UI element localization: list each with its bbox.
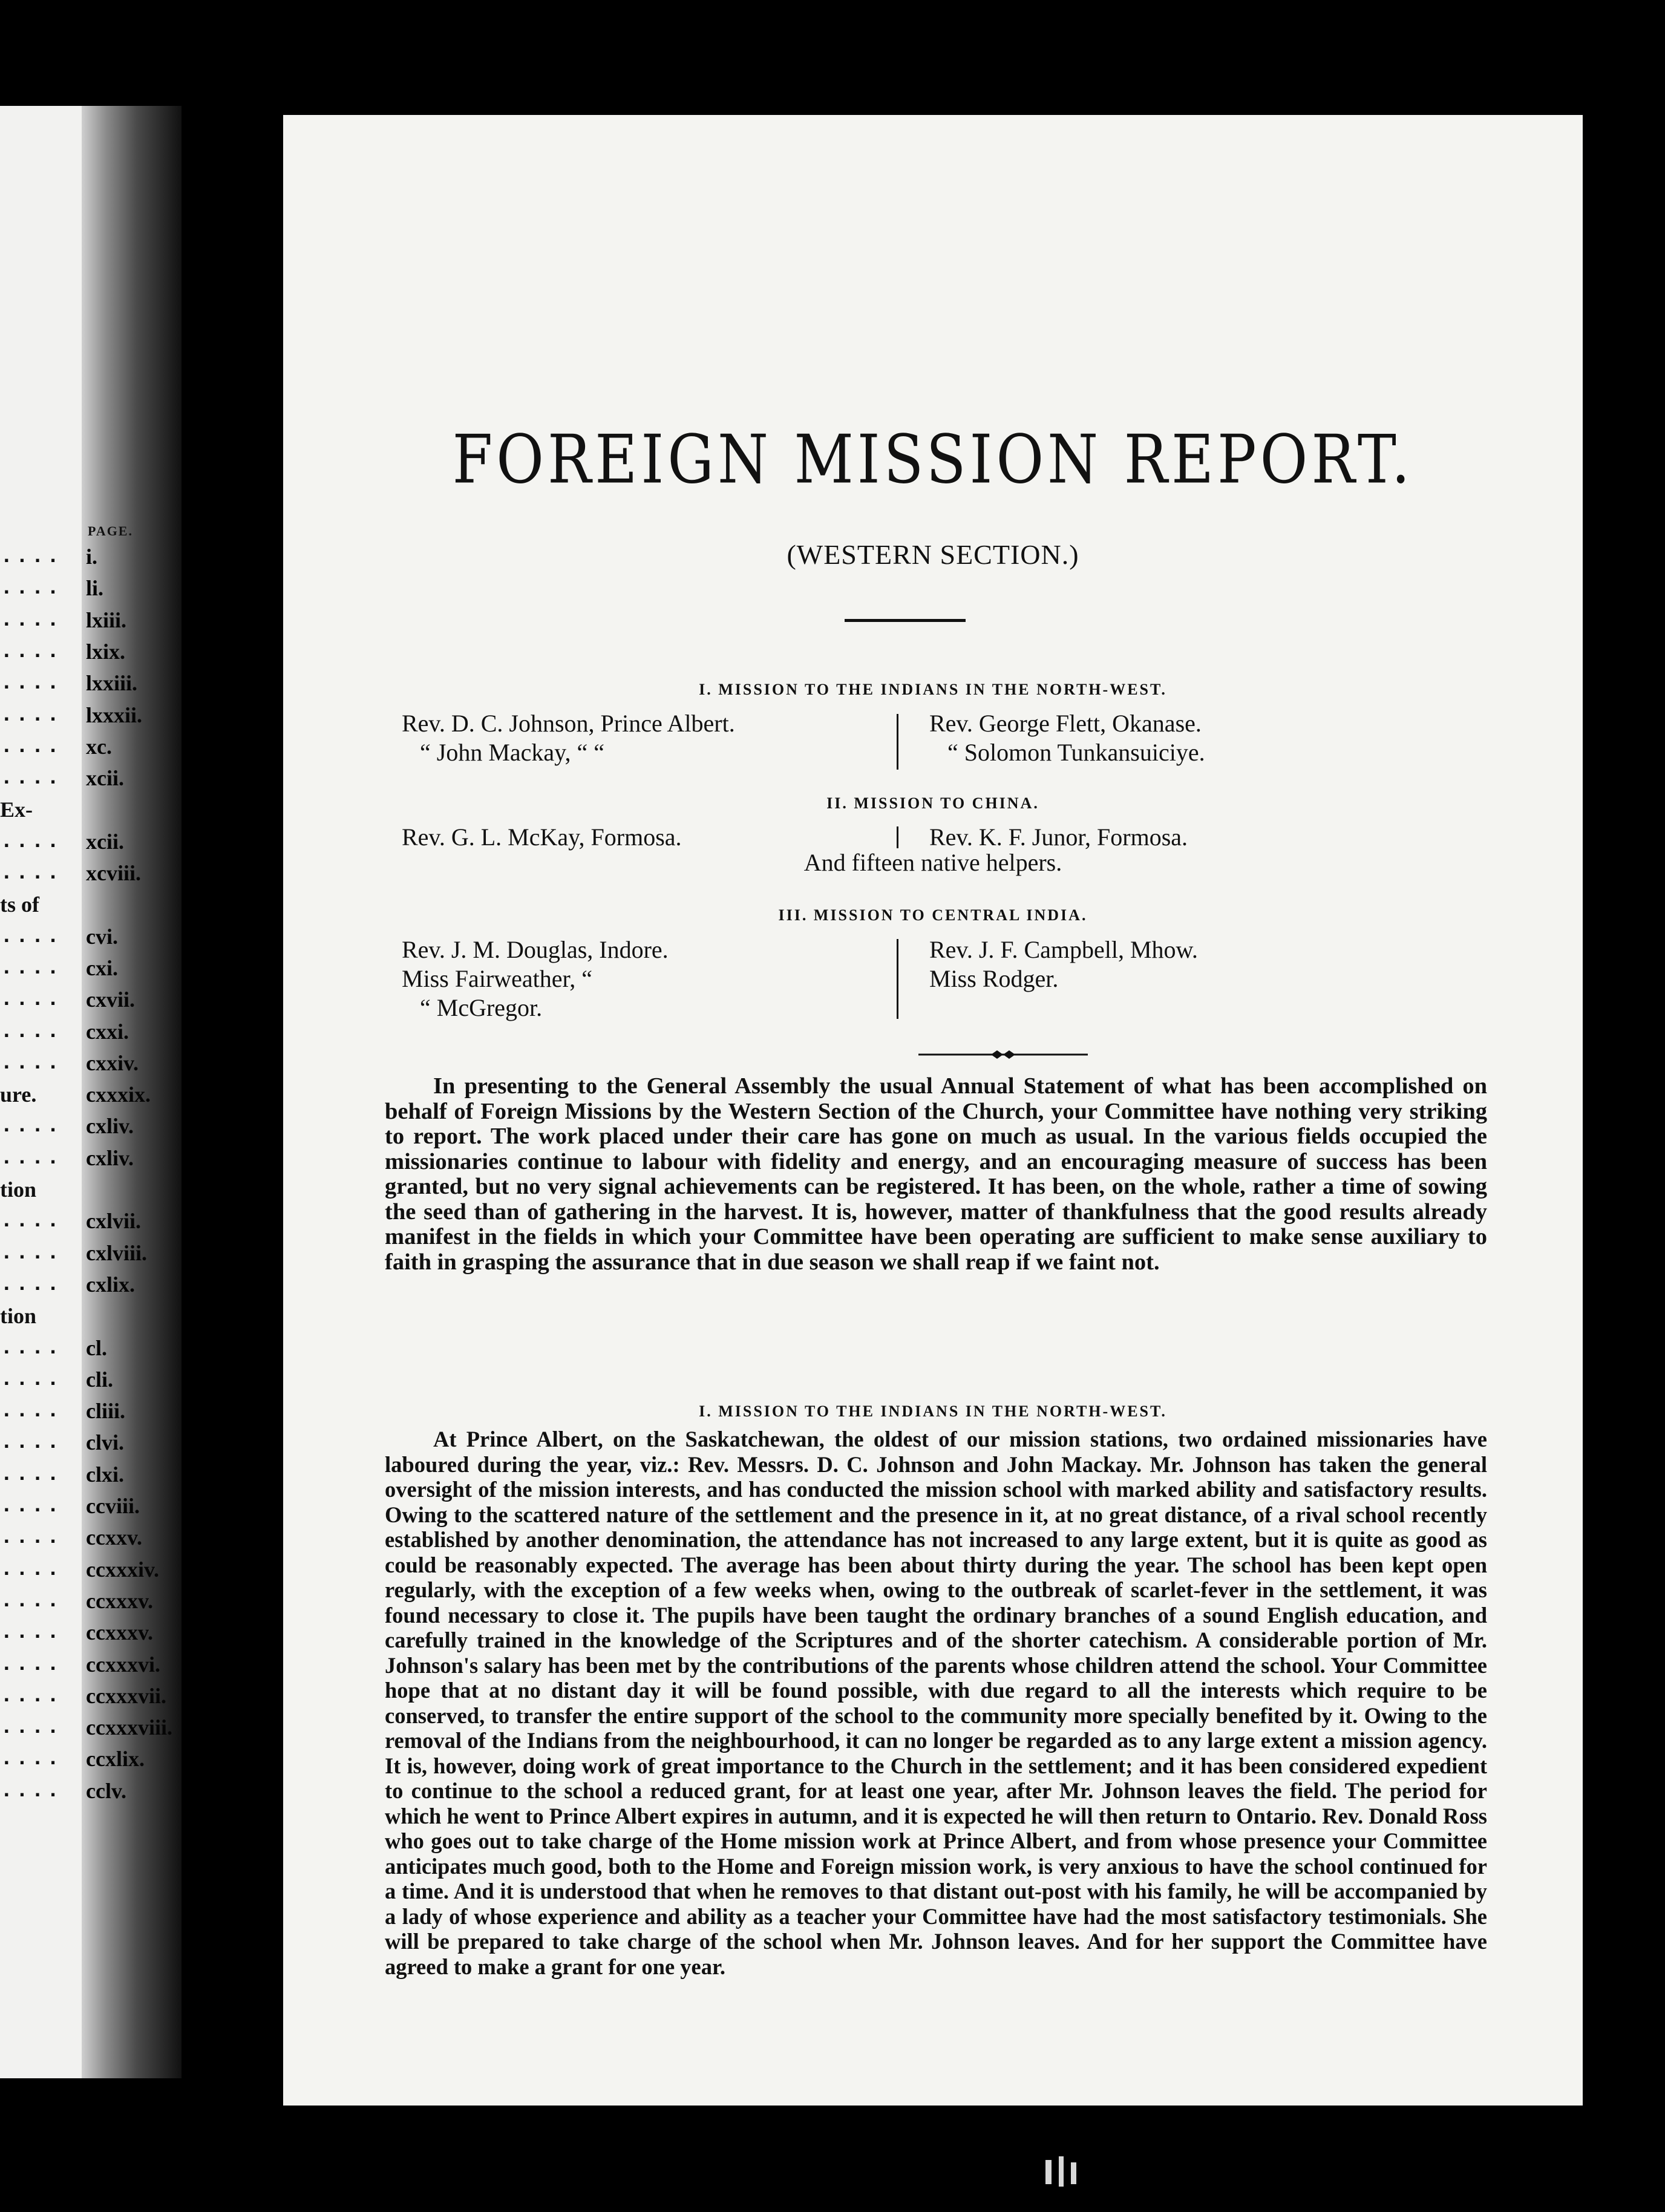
staff-list-india-left (402, 935, 669, 1023)
prev-page-row (0, 1048, 182, 1078)
prev-page-row (0, 1079, 182, 1110)
page-number: ccxxxvii. (86, 1683, 166, 1708)
staff-list-indians-left (402, 709, 735, 767)
leader-dots: .... (0, 765, 62, 791)
prev-page-row (0, 636, 182, 667)
prev-page-row (0, 1206, 182, 1236)
page-number: ccxxxv. (86, 1588, 153, 1613)
page-number: i. (86, 545, 98, 569)
leader-dots: .... (0, 1271, 62, 1297)
prev-page-row (0, 1649, 182, 1680)
prev-page-row (0, 1712, 182, 1742)
leader-dots: .... (0, 1335, 62, 1360)
leader-dots: .... (0, 860, 62, 885)
leader-dots: .... (0, 1366, 62, 1392)
leader-dots: .... (0, 544, 62, 569)
leader-dots: .... (0, 987, 62, 1012)
leader-dots: .... (0, 702, 62, 727)
page-number: xcii. (86, 766, 124, 791)
prev-page-row (0, 700, 182, 730)
prev-page-row (0, 1427, 182, 1458)
leader-dots: .... (0, 1683, 62, 1708)
staff-list-india-right (929, 935, 1198, 993)
page-number: xcii. (86, 829, 124, 854)
page-number: li. (86, 576, 104, 601)
page-number: xcviii. (86, 861, 141, 885)
prev-page-row (0, 1016, 182, 1047)
leader-dots: .... (0, 1050, 62, 1075)
prev-page-row (0, 1143, 182, 1173)
staff-list-china-right (929, 823, 1188, 852)
page-number: cxi. (86, 955, 118, 980)
leader-dots: .... (0, 575, 62, 601)
page-number: cxliv. (86, 1114, 134, 1139)
prev-page-text-fragment: ure. (0, 1082, 37, 1107)
leader-dots: .... (0, 1461, 62, 1487)
prev-page-row (0, 889, 182, 920)
page-number: cxlviii. (86, 1240, 147, 1265)
prev-page-row (0, 1174, 182, 1205)
prev-page-text-fragment: Ex- (0, 797, 33, 822)
prev-page-row (0, 1522, 182, 1553)
page-number: ccxxxviii. (86, 1715, 172, 1740)
intro-paragraph: In presenting to the General Assembly the usual Annual Statement of what has been accomplished on behalf of Foreign Missions by the Western Section of the Church, your Committee have nothing very striking to report. The work placed under their care has gone on much as usual. In the various fields occupied the missionaries continue to labour with fidelity and energy, and an encouraging measure of success has been granted, but no very signal achievements can be registered. It has been, on the whole, rather a time of sowing the seed than of gathering in the harvest. It is, however, matter of thankfulness that the good results already manifest in the fields in which your Committee have been operating are sufficient to make sense auxiliary to faith in grasping the assurance that in due season we shall reap if we faint not. (385, 1073, 1487, 1275)
page-number: cli. (86, 1367, 113, 1392)
staff-entry: Rev. George Flett, Okanase. (929, 710, 1202, 737)
page-number: cvi. (86, 924, 118, 949)
leader-dots: .... (0, 1113, 62, 1139)
page-number: lxix. (86, 639, 126, 664)
leader-dots: .... (0, 1240, 62, 1265)
prev-page-row (0, 1554, 182, 1585)
staff-list-indians-right (929, 709, 1205, 767)
leader-dots: .... (0, 670, 62, 696)
prev-page-row (0, 1586, 182, 1616)
leader-dots: .... (0, 1746, 62, 1772)
prev-page-text-fragment: tion (0, 1304, 37, 1329)
leader-dots: .... (0, 1145, 62, 1170)
page-number: xc. (86, 734, 112, 759)
leader-dots: .... (0, 1778, 62, 1803)
leader-dots: .... (0, 1493, 62, 1518)
page-number: ccxxxv. (86, 1620, 153, 1645)
prev-page-row (0, 1269, 182, 1300)
page-number: ccviii. (86, 1494, 140, 1518)
column-separator (897, 714, 898, 770)
prev-page-row (0, 1681, 182, 1711)
page-number: clvi. (86, 1430, 124, 1455)
leader-dots: .... (0, 1018, 62, 1044)
page-number: cxxi. (86, 1019, 129, 1044)
leader-dots: .... (0, 638, 62, 664)
leader-dots: .... (0, 1651, 62, 1677)
staff-entry: “ John Mackay, “ “ (420, 739, 605, 766)
leader-dots: .... (0, 1398, 62, 1424)
page-number: cxlvii. (86, 1209, 141, 1234)
body-section-heading: I. MISSION TO THE INDIANS IN THE NORTH-WEST. (699, 1402, 1167, 1420)
prev-page-row (0, 668, 182, 698)
prev-page-row (0, 542, 182, 572)
leader-dots: .... (0, 955, 62, 980)
page-number: ccxlix. (86, 1747, 145, 1772)
page-number: lxxxii. (86, 702, 143, 727)
prev-page-row (0, 1301, 182, 1331)
leader-dots: .... (0, 828, 62, 854)
column-separator (897, 826, 898, 848)
page-subtitle: (WESTERN SECTION.) (787, 539, 1079, 570)
prev-page-text-fragment: tion (0, 1177, 37, 1202)
column-separator (897, 939, 898, 1019)
prev-page-row (0, 953, 182, 983)
page-number: cxxxix. (86, 1082, 151, 1107)
prev-page-column-header: PAGE. (88, 523, 133, 538)
report-page (283, 115, 1583, 2106)
prev-page-row (0, 826, 182, 857)
page-number: cxlix. (86, 1272, 135, 1297)
staff-entry: “ McGregor. (420, 994, 543, 1021)
leader-dots: .... (0, 733, 62, 759)
leader-dots: .... (0, 1588, 62, 1613)
prev-page-row (0, 1364, 182, 1395)
prev-page-row (0, 605, 182, 635)
prev-page-row (0, 1238, 182, 1268)
leader-dots: .... (0, 1620, 62, 1645)
staff-entry: Miss Rodger. (929, 965, 1059, 992)
body-paragraph: At Prince Albert, on the Saskatchewan, the oldest of our mission stations, two ordained missionaries have laboured during the year, viz.: Rev. Messrs. D. C. Johnson and John Mackay. Mr. Johnson has taken the general oversight of the mission interests, and has conducted the mission school with marked ability and satisfactory results. Owing to the scattered nature of the settlement and the presence in it, at no great distance, of a rival school recently established by another denomination, the attendance has not increased to any large extent, but it is quite as good as could be reasonably expected. The average has been about thirty during the year. The school has been kept open regularly, with the exception of a few weeks when, owing to the outbreak of scarlet-fever in the settlement, it was found necessary to close it. The pupils have been taught the ordinary branches of a sound English education, and carefully trained in the knowledge of the Scriptures and of the shorter catechism. A considerable portion of Mr. Johnson's salary has been met by the contributions of the parents whose children attend the school. Your Committee hope that at no distant day it will be found possible, with due regard to all the interests which require to be conserved, to transfer the entire support of the school to the community more specially benefited by it. Owing to the removal of the Indians from the neighbourhood, it can no longer be regarded as to any large extent a mission agency. It is, however, doing work of great importance to the Church in the settlement; and it has been considered expedient to continue to the school a reduced grant, for at least one year, after Mr. Johnson leaves the field. The period for which he went to Prince Albert expires in autumn, and it is expected he will then return to Ontario. Rev. Donald Ross who goes out to take charge of the Home mission work at Prince Albert, and from whose presence your Committee anticipates much good, both to the Home and Foreign mission work, is very anxious to have the school continued for a time. And it is understood that when he removes to that distant out-post with his family, he will be accompanied by a lady of whose experience and ability as a teacher your Committee have had the most satisfactory testimonials. She will be prepared to take charge of the school when Mr. Johnson leaves. And for her support the Committee have agreed to make a grant for one year. (385, 1427, 1487, 1979)
page-number: cliii. (86, 1399, 125, 1424)
title-divider (845, 619, 966, 622)
prev-page-row (0, 1617, 182, 1648)
prev-page-row (0, 1459, 182, 1490)
staff-entry: Miss Fairweather, “ (402, 965, 592, 992)
prev-page-row (0, 858, 182, 888)
prev-page-row (0, 763, 182, 793)
page-number: clxi. (86, 1462, 124, 1487)
page-number: lxiii. (86, 607, 127, 632)
leader-dots: .... (0, 607, 62, 632)
page-number: cxvii. (86, 987, 135, 1012)
staff-entry: Rev. G. L. McKay, Formosa. (402, 823, 682, 851)
previous-page-fragment (0, 106, 182, 2078)
section-heading-indians: I. MISSION TO THE INDIANS IN THE NORTH-WEST. (699, 681, 1167, 698)
section-heading-central-india: III. MISSION TO CENTRAL INDIA. (778, 906, 1088, 924)
binding-marks (1041, 2154, 1083, 2190)
staff-entry: Rev. J. F. Campbell, Mhow. (929, 936, 1198, 963)
page-number: cclv. (86, 1778, 126, 1803)
prev-page-row (0, 1776, 182, 1806)
leader-dots: .... (0, 1525, 62, 1550)
staff-entry: Rev. K. F. Junor, Formosa. (929, 823, 1188, 851)
prev-page-row (0, 1396, 182, 1426)
page-number: ccxxv. (86, 1525, 142, 1550)
page-number: cxliv. (86, 1145, 134, 1170)
native-helpers-note: And fifteen native helpers. (803, 849, 1062, 876)
staff-entry: “ Solomon Tunkansuiciye. (947, 739, 1205, 766)
prev-page-row (0, 921, 182, 952)
prev-page-row (0, 794, 182, 825)
leader-dots: .... (0, 1208, 62, 1234)
leader-dots: .... (0, 1715, 62, 1740)
prev-page-row (0, 573, 182, 603)
page-number: cl. (86, 1335, 107, 1360)
leader-dots: .... (0, 1430, 62, 1455)
ornamental-divider (918, 1045, 1088, 1064)
leader-dots: .... (0, 1556, 62, 1582)
prev-page-row (0, 731, 182, 762)
leader-dots: .... (0, 923, 62, 949)
page-number: ccxxxvi. (86, 1652, 160, 1677)
prev-page-row (0, 1744, 182, 1774)
prev-page-row (0, 1111, 182, 1141)
page-number: ccxxxiv. (86, 1557, 159, 1582)
staff-entry: Rev. D. C. Johnson, Prince Albert. (402, 710, 735, 737)
prev-page-text-fragment: ts of (0, 892, 39, 917)
page-number: lxxiii. (86, 671, 138, 696)
staff-list-china-left (402, 823, 682, 852)
staff-entry: Rev. J. M. Douglas, Indore. (402, 936, 669, 963)
prev-page-row (0, 1491, 182, 1521)
page-title: FOREIGN MISSION REPORT. (452, 420, 1414, 499)
prev-page-row (0, 1333, 182, 1363)
page-number: cxxiv. (86, 1050, 139, 1075)
section-heading-china: II. MISSION TO CHINA. (826, 794, 1039, 812)
prev-page-row (0, 984, 182, 1015)
